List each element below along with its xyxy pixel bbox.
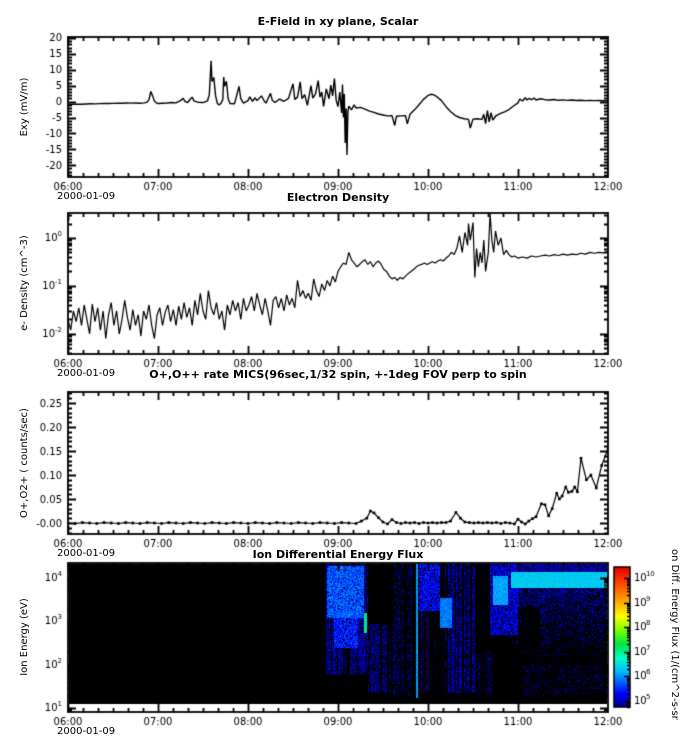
colorbar-label: on Diff. Energy Flux (1/(cm^2-s-sr (669, 549, 680, 720)
panel1-y-axis-label: Exy (mV/m) (19, 77, 30, 137)
panel3-y-axis-label: O+,O2+ ( counts/sec) (19, 408, 30, 518)
panel3-date-label: 2000-01-09 (57, 548, 116, 559)
panel4-date-label: 2000-01-09 (57, 726, 116, 737)
panel2-y-axis-label: e- Density (cm^-3) (19, 235, 30, 331)
panel1-title: E-Field in xy plane, Scalar (257, 15, 419, 28)
panel3-title: O+,O++ rate MICS(96sec,1/32 spin, +-1deg FOV perp to spin (149, 368, 527, 381)
panel4-title: Ion Differential Energy Flux (252, 548, 424, 561)
panel4-y-axis-label: Ion Energy (eV) (19, 598, 30, 676)
panel2-title: Electron Density (286, 191, 390, 204)
panel2-date-label: 2000-01-09 (57, 368, 116, 379)
panel1-date-label: 2000-01-09 (57, 191, 116, 202)
